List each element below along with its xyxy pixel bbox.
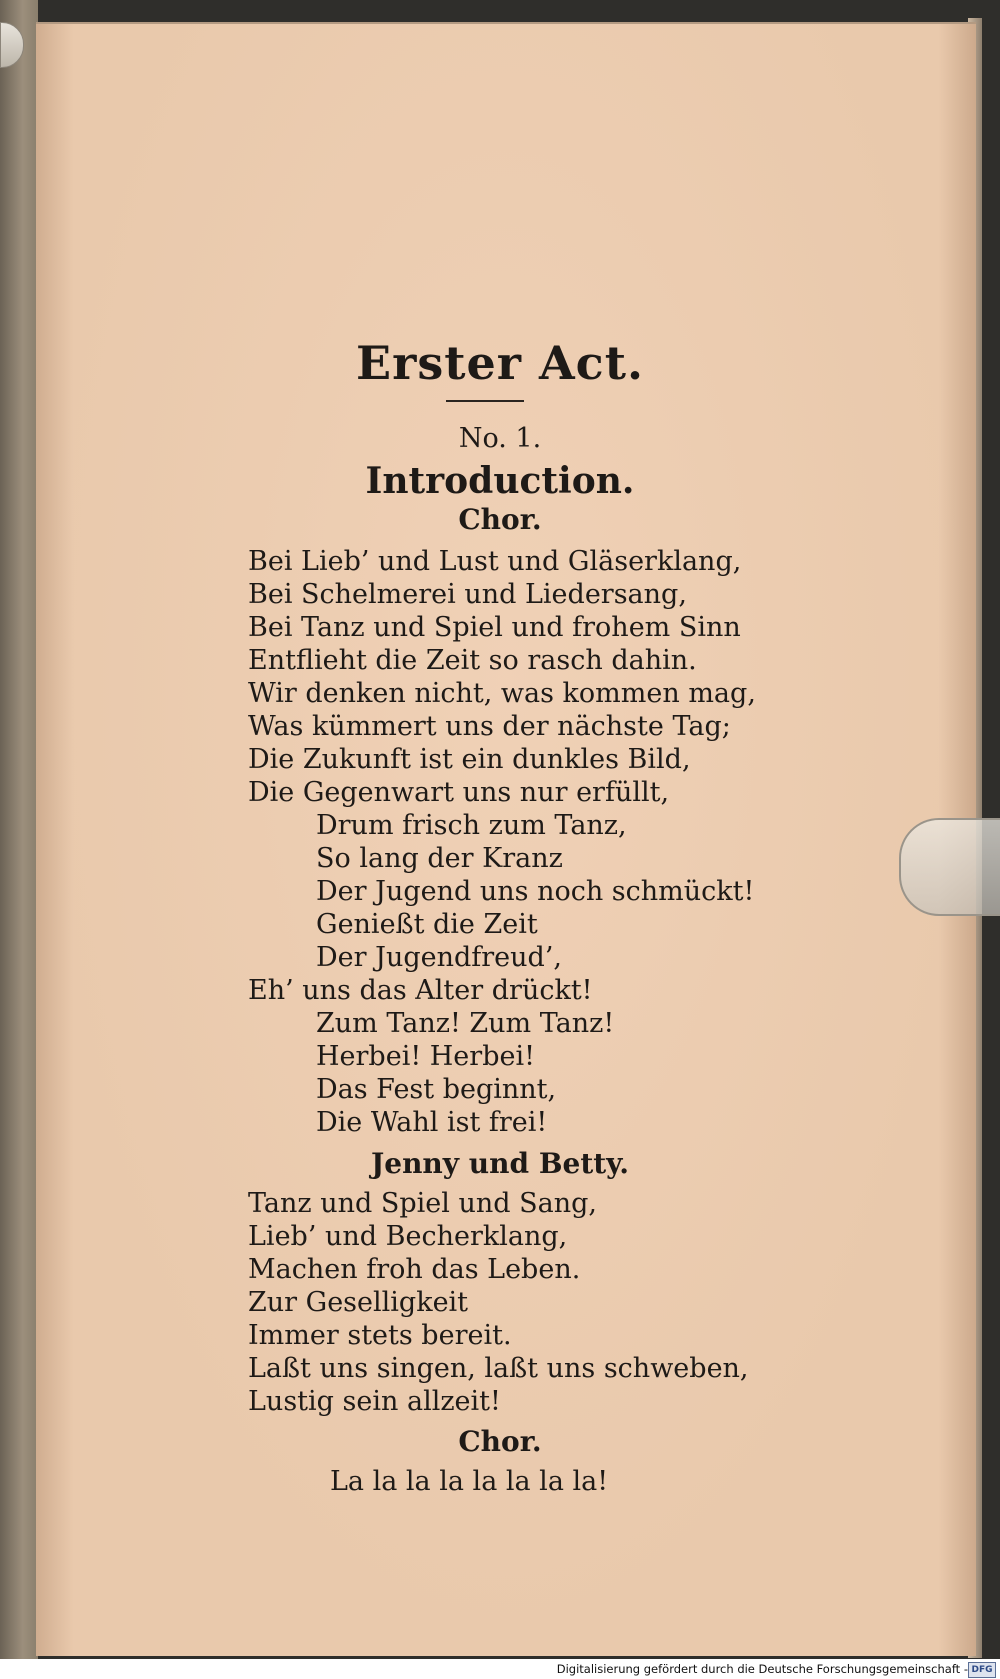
verse-line: Drum frisch zum Tanz,: [316, 810, 627, 841]
verse-line: Genießt die Zeit: [316, 909, 538, 940]
verse-line: Was kümmert uns der nächste Tag;: [248, 711, 731, 742]
verse-line: Wir denken nicht, was kommen mag,: [248, 678, 756, 709]
verse-line: So lang der Kranz: [316, 843, 563, 874]
verse-line: Lustig sein allzeit!: [248, 1386, 501, 1417]
verse-line: Machen froh das Leben.: [248, 1254, 581, 1285]
verse-line: Bei Tanz und Spiel und frohem Sinn: [248, 612, 741, 643]
act-title: Erster Act.: [356, 336, 644, 390]
verse-line: Entflieht die Zeit so rasch dahin.: [248, 645, 697, 676]
verse-line: Die Gegenwart uns nur erfüllt,: [248, 777, 670, 808]
verse-line: Die Wahl ist frei!: [316, 1107, 548, 1138]
speaker-label: Chor.: [458, 503, 542, 536]
verse-line: Immer stets bereit.: [248, 1320, 512, 1351]
title-divider: [446, 400, 524, 402]
verse-line: Bei Schelmerei und Liedersang,: [248, 579, 687, 610]
number-label: No. 1.: [458, 423, 542, 454]
speaker-label: Chor.: [458, 1425, 542, 1458]
verse-line: Das Fest beginnt,: [316, 1074, 557, 1105]
verse-line: Bei Lieb’ und Lust und Gläserklang,: [248, 546, 742, 577]
verse-line: Herbei! Herbei!: [316, 1041, 535, 1072]
digitization-footer: [0, 1659, 1000, 1679]
verse-line: Die Zukunft ist ein dunkles Bild,: [248, 744, 691, 775]
verse-line: Zum Tanz! Zum Tanz!: [316, 1008, 615, 1039]
verse-line: Tanz und Spiel und Sang,: [248, 1188, 597, 1219]
verse-line: La la la la la la la la!: [330, 1466, 609, 1497]
verse-line: Der Jugend uns noch schmückt!: [316, 876, 755, 907]
verse-line: Eh’ uns das Alter drückt!: [248, 975, 593, 1006]
dfg-logo-icon: DFG: [968, 1662, 996, 1678]
section-heading: Introduction.: [365, 460, 635, 502]
footer-credit: Digitalisierung gefördert durch die Deutsche Forschungsgemeinschaft -: [556, 1662, 968, 1676]
verse-line: Der Jugendfreud’,: [316, 942, 562, 973]
verse-line: Lieb’ und Becherklang,: [248, 1221, 568, 1252]
speaker-label: Jenny und Betty.: [371, 1147, 629, 1180]
verse-line: Laßt uns singen, laßt uns schweben,: [248, 1353, 749, 1384]
verse-line: Zur Geselligkeit: [248, 1287, 469, 1318]
